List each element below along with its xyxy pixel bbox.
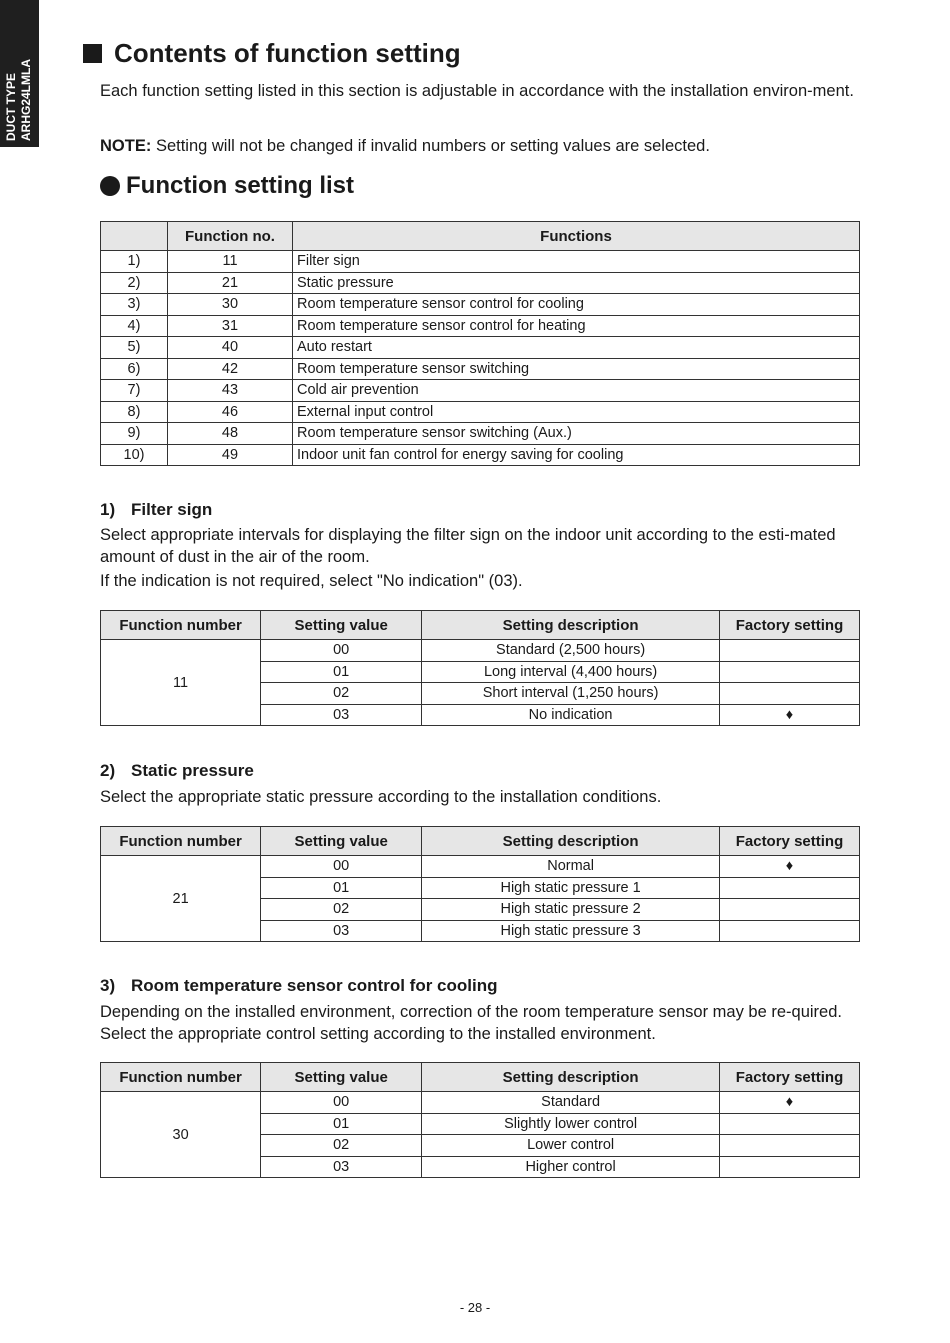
setting-value-cell: 02 (261, 899, 422, 921)
setting-header: Setting description (422, 611, 720, 640)
table-row (101, 358, 860, 380)
table-row (101, 380, 860, 402)
factory-setting-cell (719, 1113, 859, 1135)
setting-value-cell: 03 (261, 920, 422, 942)
row-index: 7) (101, 380, 168, 402)
side-tab-line2: ARHG24LMLA (19, 58, 33, 141)
row-function-no: 30 (168, 294, 293, 316)
table-header-row (101, 827, 860, 856)
table-row (101, 1092, 860, 1114)
row-index: 2) (101, 272, 168, 294)
setting-value-cell: 03 (261, 1156, 422, 1178)
row-function-no: 46 (168, 401, 293, 423)
section-title: Static pressure (131, 761, 254, 780)
circle-bullet-icon (100, 176, 120, 196)
row-function-no: 42 (168, 358, 293, 380)
row-function-no: 43 (168, 380, 293, 402)
header-functions: Functions (293, 222, 860, 251)
setting-header: Factory setting (719, 1063, 859, 1092)
row-index: 4) (101, 315, 168, 337)
row-function-name: External input control (293, 401, 860, 423)
row-index: 8) (101, 401, 168, 423)
note-label: NOTE: (100, 137, 152, 155)
setting-value-cell: 01 (261, 1113, 422, 1135)
setting-description-cell: Standard (2,500 hours) (422, 640, 720, 662)
factory-setting-cell (719, 920, 859, 942)
intro-text: Each function setting listed in this section is adjustable in accordance with the installation environ-ment. (100, 82, 854, 100)
table-row (101, 315, 860, 337)
section-heading (100, 761, 254, 781)
factory-setting-cell (719, 1156, 859, 1178)
factory-setting-cell (719, 877, 859, 899)
note-text: Setting will not be changed if invalid numbers or setting values are selected. (155, 137, 710, 155)
section-description: Select the appropriate static pressure according to the installation conditions. (100, 788, 662, 806)
setting-value-cell: 01 (261, 661, 422, 683)
table-row (101, 423, 860, 445)
row-function-name: Auto restart (293, 337, 860, 359)
table-header-row (101, 222, 860, 251)
table-row (101, 251, 860, 273)
function-number-cell: 21 (101, 856, 261, 942)
setting-header: Setting value (261, 611, 422, 640)
setting-table (100, 610, 860, 726)
table-header-row (101, 1063, 860, 1092)
factory-setting-cell (719, 899, 859, 921)
setting-description-cell: No indication (422, 704, 720, 726)
setting-header: Function number (101, 1063, 261, 1092)
row-function-name: Static pressure (293, 272, 860, 294)
setting-description-cell: Higher control (422, 1156, 720, 1178)
table-row (101, 401, 860, 423)
factory-setting-cell: ♦ (719, 856, 859, 878)
square-bullet-icon (83, 44, 102, 63)
side-tab (0, 0, 39, 147)
section-description: Select appropriate intervals for displaying the filter sign on the indoor unit according to the esti-mated amount of dust in the air of the room. (100, 526, 836, 566)
table-row (101, 856, 860, 878)
setting-value-cell: 01 (261, 877, 422, 899)
row-index: 10) (101, 444, 168, 466)
table-row (101, 294, 860, 316)
setting-table (100, 826, 860, 942)
row-function-no: 48 (168, 423, 293, 445)
setting-header: Setting description (422, 827, 720, 856)
page-number: - 28 - (459, 1300, 491, 1315)
row-index: 9) (101, 423, 168, 445)
setting-header: Function number (101, 611, 261, 640)
row-function-name: Indoor unit fan control for energy saving for cooling (293, 444, 860, 466)
row-index: 3) (101, 294, 168, 316)
list-title-text: Function setting list (126, 172, 354, 199)
section-description: Depending on the installed environment, correction of the room temperature sensor may be re-quired. Select the appropriate control setting according to the installed environment. (100, 1003, 842, 1043)
setting-header: Factory setting (719, 611, 859, 640)
setting-description-cell: Normal (422, 856, 720, 878)
setting-description-cell: High static pressure 3 (422, 920, 720, 942)
section-number: 3) (100, 976, 116, 995)
table-header-row (101, 611, 860, 640)
list-title (100, 172, 354, 200)
table-row (101, 272, 860, 294)
setting-description-cell: High static pressure 1 (422, 877, 720, 899)
section-title: Room temperature sensor control for cooling (131, 976, 498, 995)
factory-setting-cell (719, 640, 859, 662)
section-number: 2) (100, 761, 116, 780)
factory-setting-cell (719, 1135, 859, 1157)
section-heading (100, 976, 498, 996)
setting-description-cell: Long interval (4,400 hours) (422, 661, 720, 683)
setting-value-cell: 02 (261, 683, 422, 705)
header-function-no: Function no. (168, 222, 293, 251)
setting-header: Setting description (422, 1063, 720, 1092)
setting-header: Factory setting (719, 827, 859, 856)
row-function-name: Room temperature sensor switching (293, 358, 860, 380)
row-function-no: 49 (168, 444, 293, 466)
row-function-no: 31 (168, 315, 293, 337)
factory-setting-cell (719, 683, 859, 705)
setting-header: Setting value (261, 1063, 422, 1092)
table-row (101, 640, 860, 662)
setting-value-cell: 00 (261, 856, 422, 878)
page-title-text: Contents of function setting (114, 38, 461, 68)
page-title (83, 38, 461, 69)
function-list-table (100, 221, 860, 466)
function-number-cell: 30 (101, 1092, 261, 1178)
row-index: 1) (101, 251, 168, 273)
row-function-no: 11 (168, 251, 293, 273)
factory-setting-cell (719, 661, 859, 683)
setting-header: Function number (101, 827, 261, 856)
setting-value-cell: 03 (261, 704, 422, 726)
row-function-name: Room temperature sensor switching (Aux.) (293, 423, 860, 445)
section-number: 1) (100, 500, 116, 519)
note (100, 136, 860, 158)
setting-header: Setting value (261, 827, 422, 856)
table-row (101, 444, 860, 466)
setting-value-cell: 02 (261, 1135, 422, 1157)
row-function-name: Filter sign (293, 251, 860, 273)
section-description-extra: If the indication is not required, select "No indication" (03). (100, 572, 523, 590)
section-heading (100, 500, 212, 520)
setting-description-cell: Standard (422, 1092, 720, 1114)
row-function-name: Cold air prevention (293, 380, 860, 402)
row-function-name: Room temperature sensor control for cooling (293, 294, 860, 316)
row-function-no: 40 (168, 337, 293, 359)
setting-value-cell: 00 (261, 640, 422, 662)
side-tab-line1: DUCT TYPE (4, 72, 18, 141)
setting-value-cell: 00 (261, 1092, 422, 1114)
setting-description-cell: Slightly lower control (422, 1113, 720, 1135)
setting-description-cell: Short interval (1,250 hours) (422, 683, 720, 705)
header-index (101, 222, 168, 251)
row-function-no: 21 (168, 272, 293, 294)
table-row (101, 337, 860, 359)
row-index: 5) (101, 337, 168, 359)
section-title: Filter sign (131, 500, 213, 519)
setting-description-cell: High static pressure 2 (422, 899, 720, 921)
row-index: 6) (101, 358, 168, 380)
row-function-name: Room temperature sensor control for heating (293, 315, 860, 337)
function-number-cell: 11 (101, 640, 261, 726)
factory-setting-cell: ♦ (719, 1092, 859, 1114)
factory-setting-cell: ♦ (719, 704, 859, 726)
setting-table (100, 1062, 860, 1178)
setting-description-cell: Lower control (422, 1135, 720, 1157)
